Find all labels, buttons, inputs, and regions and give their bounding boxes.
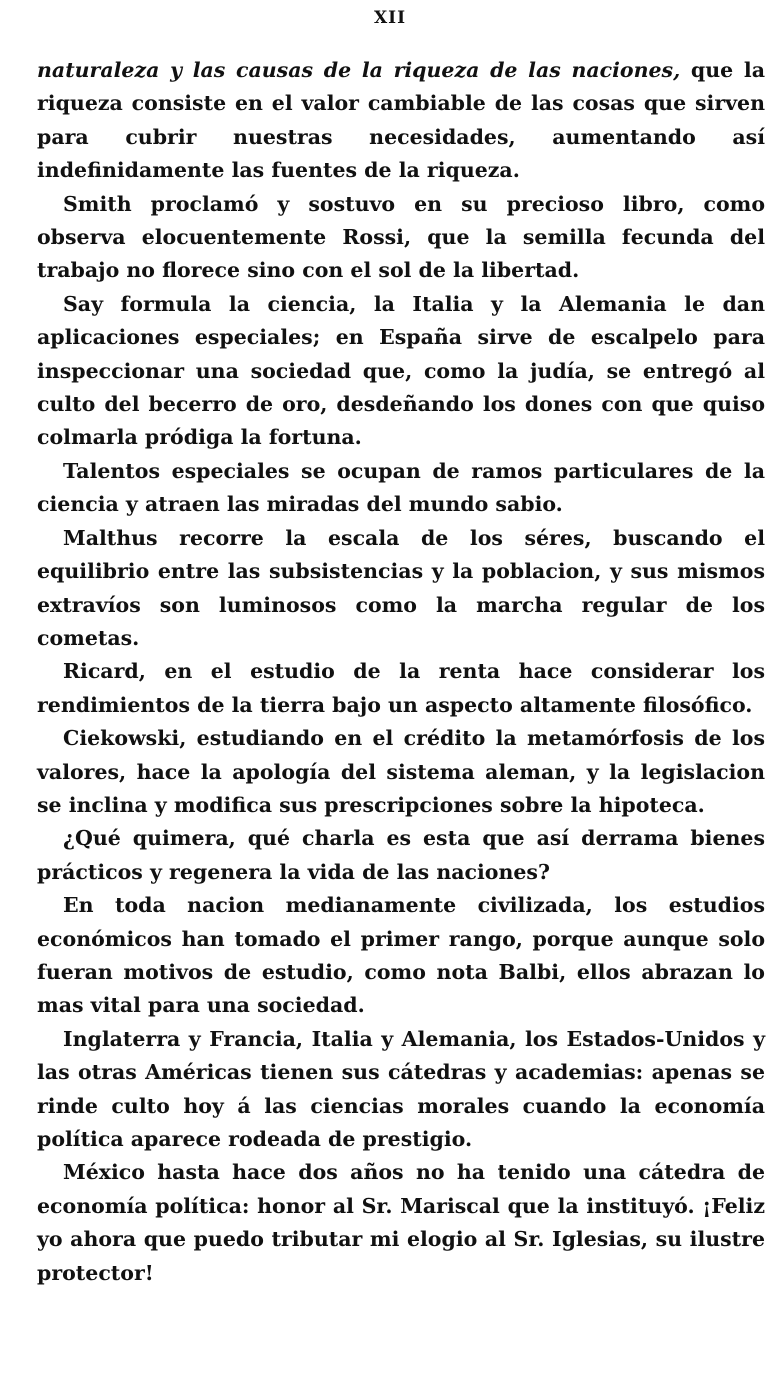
paragraph-1-text: que la riqueza consiste en el valor cambiable de las cosas que sirven para cubrir nuestras necesidades, aumentando así indefinidamente las fuentes de la riqueza.	[37, 58, 765, 183]
body-text	[37, 54, 765, 1290]
paragraph-3: Say formula la ciencia, la Italia y la Alemania le dan aplicaciones especiales; en España sirve de escalpelo para inspeccionar una sociedad que, como la judía, se entregó al culto del becerro de oro, desdeñando los dones con que quiso colmarla pródiga la fortuna.	[37, 291, 765, 450]
paragraph-2: Smith proclamó y sostuvo en su precioso libro, como observa elocuentemente Rossi, que la semilla fecunda del trabajo no florece sino con el sol de la libertad.	[37, 191, 765, 283]
paragraph-8: ¿Qué quimera, qué charla es esta que así derrama bienes prácticos y regenera la vida de las naciones?	[37, 826, 765, 884]
book-title-italic: naturaleza y las causas de la riqueza de las naciones,	[37, 58, 681, 82]
paragraph-7: Ciekowski, estudiando en el crédito la metamórfosis de los valores, hace la apología del sistema aleman, y la legislacion se inclina y modifica sus prescripciones sobre la hipoteca.	[37, 726, 765, 817]
paragraph-1	[37, 54, 765, 188]
paragraph-11: México hasta hace dos años no ha tenido una cátedra de economía política: honor al Sr. Mariscal que la instituyó. ¡Feliz yo ahora que puedo tributar mi elogio al Sr. Iglesias, su ilustre protector!	[37, 1160, 765, 1285]
page-number: XII	[373, 8, 407, 28]
paragraph-6: Ricard, en el estudio de la renta hace considerar los rendimientos de la tierra bajo un aspecto altamente filosófico.	[37, 659, 765, 717]
paragraph-4: Talentos especiales se ocupan de ramos particulares de la ciencia y atraen las miradas del mundo sabio.	[37, 458, 765, 517]
paragraph-5: Malthus recorre la escala de los séres, buscando el equilibrio entre las subsistencias y la poblacion, y sus mismos extravíos son luminosos como la marcha regular de los cometas.	[37, 525, 765, 650]
paragraph-10: Inglaterra y Francia, Italia y Alemania, los Estados-Unidos y las otras Américas tienen sus cátedras y academias: apenas se rinde culto hoy á las ciencias morales cuando la economía política aparece rodeada de prestigio.	[37, 1026, 765, 1151]
paragraph-9: En toda nacion medianamente civilizada, los estudios económicos han tomado el primer rango, porque aunque solo fueran motivos de estudio, como nota Balbi, ellos abrazan lo mas vital para una sociedad.	[37, 893, 765, 1018]
